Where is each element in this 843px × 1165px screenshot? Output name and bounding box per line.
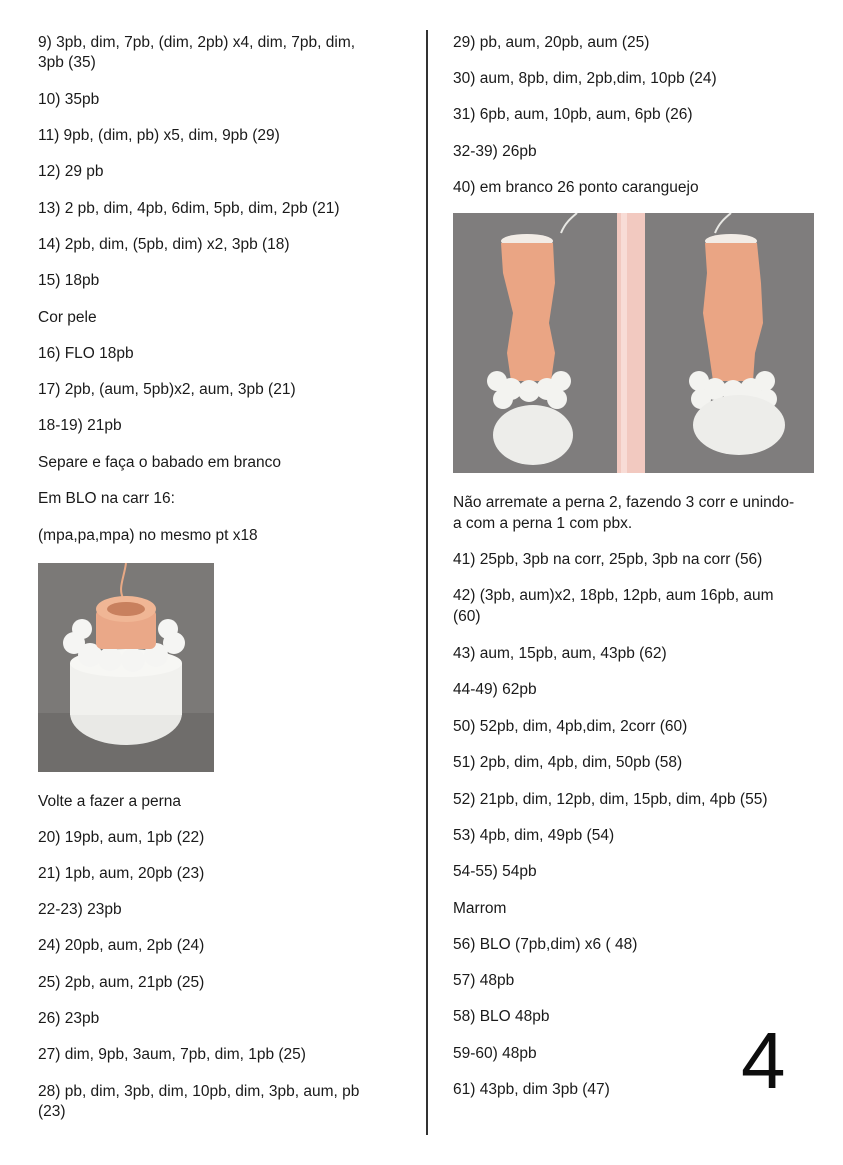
pattern-row: 21) 1pb, aum, 20pb (23): [38, 865, 205, 882]
pattern-row: 13) 2 pb, dim, 4pb, 6dim, 5pb, dim, 2pb (21): [38, 200, 340, 217]
pattern-row: 18-19) 21pb: [38, 417, 122, 434]
section-note: Cor pele: [38, 309, 97, 326]
pattern-row: 40) em branco 26 ponto caranguejo: [453, 179, 699, 196]
pattern-row: 26) 23pb: [38, 1010, 100, 1027]
column-divider: [426, 30, 428, 1135]
pattern-row: 14) 2pb, dim, (5pb, dim) x2, 3pb (18): [38, 236, 290, 253]
pattern-row: 9) 3pb, dim, 7pb, (dim, 2pb) x4, dim, 7pb, dim,: [38, 34, 356, 51]
pattern-row: 30) aum, 8pb, dim, 2pb,dim, 10pb (24): [453, 70, 717, 87]
pattern-row: 52) 21pb, dim, 12pb, dim, 15pb, dim, 4pb (55): [453, 791, 768, 808]
section-note: Em BLO na carr 16:: [38, 490, 175, 507]
section-note: Separe e faça o babado em branco: [38, 454, 282, 471]
pattern-row: 10) 35pb: [38, 91, 100, 108]
pattern-row: 50) 52pb, dim, 4pb,dim, 2corr (60): [453, 718, 688, 735]
pattern-row: 29) pb, aum, 20pb, aum (25): [453, 34, 650, 51]
section-note: a com a perna 1 com pbx.: [453, 515, 633, 532]
pattern-row: 61) 43pb, dim 3pb (47): [453, 1081, 610, 1098]
pattern-row: 17) 2pb, (aum, 5pb)x2, aum, 3pb (21): [38, 381, 296, 398]
page-number: 4: [741, 1016, 786, 1105]
two-legs-photo: [453, 213, 814, 473]
pattern-row: 31) 6pb, aum, 10pb, aum, 6pb (26): [453, 106, 693, 123]
pattern-row: 15) 18pb: [38, 272, 100, 289]
pattern-row: 27) dim, 9pb, 3aum, 7pb, dim, 1pb (25): [38, 1046, 306, 1063]
pattern-row: 28) pb, dim, 3pb, dim, 10pb, dim, 3pb, aum, pb: [38, 1083, 360, 1100]
pattern-row: (60): [453, 608, 481, 625]
pattern-row: 54-55) 54pb: [453, 863, 537, 880]
pattern-row: 59-60) 48pb: [453, 1045, 537, 1062]
pattern-row: 53) 4pb, dim, 49pb (54): [453, 827, 615, 844]
pattern-row: 22-23) 23pb: [38, 901, 122, 918]
section-note: Volte a fazer a perna: [38, 793, 182, 810]
pattern-row: 57) 48pb: [453, 972, 515, 989]
pattern-row: 44-49) 62pb: [453, 681, 537, 698]
pattern-row: (mpa,pa,mpa) no mesmo pt x18: [38, 527, 258, 544]
pattern-row: 11) 9pb, (dim, pb) x5, dim, 9pb (29): [38, 127, 280, 144]
pattern-row: 12) 29 pb: [38, 163, 104, 180]
pattern-row: 20) 19pb, aum, 1pb (22): [38, 829, 205, 846]
section-note: Marrom: [453, 900, 507, 917]
pattern-row: 3pb (35): [38, 54, 96, 71]
pattern-row: 42) (3pb, aum)x2, 18pb, 12pb, aum 16pb, aum: [453, 587, 774, 604]
section-note: Não arremate a perna 2, fazendo 3 corr e unindo-: [453, 494, 795, 511]
pattern-row: 41) 25pb, 3pb na corr, 25pb, 3pb na corr (56): [453, 551, 763, 568]
pattern-row: 24) 20pb, aum, 2pb (24): [38, 937, 205, 954]
pattern-row: (23): [38, 1103, 66, 1120]
pattern-row: 43) aum, 15pb, aum, 43pb (62): [453, 645, 667, 662]
pattern-row: 56) BLO (7pb,dim) x6 ( 48): [453, 936, 638, 953]
pattern-row: 16) FLO 18pb: [38, 345, 134, 362]
leg-base-photo: [38, 563, 214, 772]
pattern-row: 25) 2pb, aum, 21pb (25): [38, 974, 205, 991]
pattern-row: 32-39) 26pb: [453, 143, 537, 160]
pattern-row: 51) 2pb, dim, 4pb, dim, 50pb (58): [453, 754, 683, 771]
pattern-row: 58) BLO 48pb: [453, 1008, 550, 1025]
